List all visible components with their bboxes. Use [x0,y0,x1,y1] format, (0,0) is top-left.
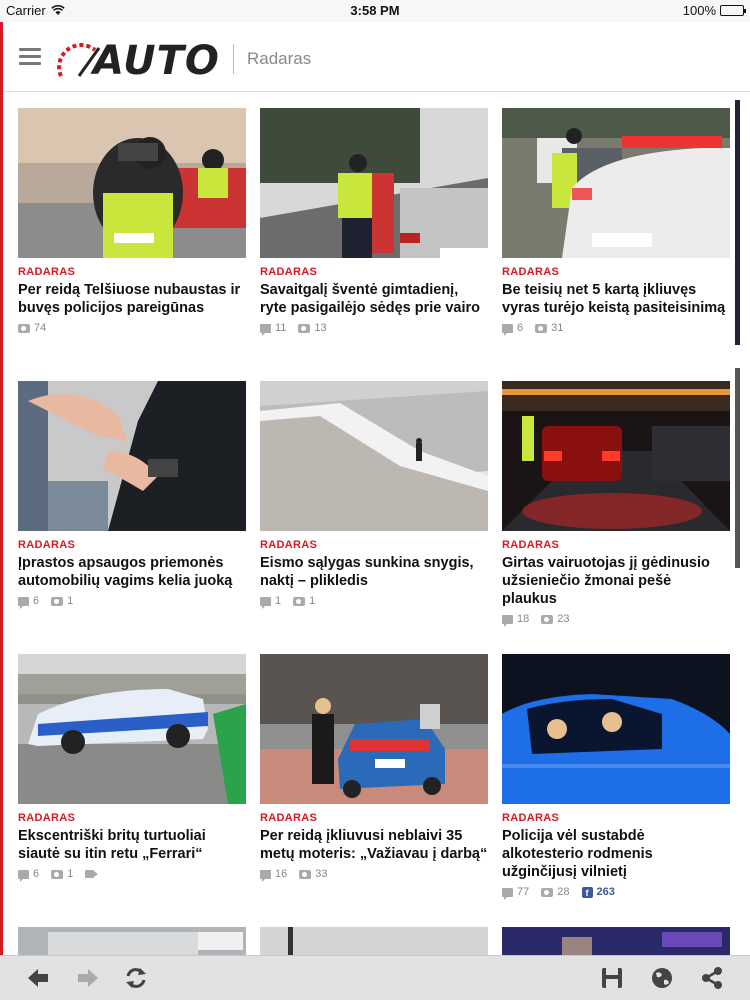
article-meta [260,322,488,334]
camera-icon [18,324,30,333]
photo-count: 31 [551,322,564,334]
comment-count: 16 [275,868,288,880]
article-title[interactable]: Įprastos apsaugos priemonės automobilių vagims kelia juoką [18,555,233,589]
comment-count: 77 [517,886,530,898]
photo-count: 1 [67,595,74,607]
menu-icon[interactable] [19,48,41,64]
comment-icon [502,888,513,897]
comment-icon [260,597,271,606]
comment-icon [260,870,271,879]
category-label: RADARAS [260,539,318,551]
article-thumbnail[interactable] [18,927,246,955]
article-thumbnail[interactable] [260,108,488,258]
category-label: RADARAS [502,539,560,551]
article-meta [18,595,246,607]
article-card[interactable] [502,927,730,955]
share-icon[interactable] [698,964,726,992]
comment-count: 6 [33,595,40,607]
back-arrow-icon[interactable] [24,964,52,992]
article-thumbnail[interactable] [502,927,730,955]
comment-count: 1 [275,595,282,607]
category-label: RADARAS [18,539,76,551]
article-card[interactable] [502,381,730,625]
comment-icon [502,324,513,333]
camera-icon [51,870,63,879]
article-card[interactable] [260,927,488,955]
camera-icon [298,324,310,333]
site-logo[interactable] [55,36,220,84]
article-thumbnail[interactable] [260,654,488,804]
article-meta [260,595,488,607]
article-title[interactable]: Per reidą Telšiuose nubaustas ir buvęs policijos pareigūnas [18,282,241,316]
save-icon[interactable] [598,964,626,992]
bottom-toolbar [0,955,750,1000]
section-title: Radaras [247,49,312,68]
comment-icon [502,615,513,624]
article-card[interactable] [18,108,246,334]
camera-icon [541,615,553,624]
category-label: RADARAS [260,812,318,824]
photo-count: 28 [557,886,570,898]
battery-label: 100% [682,3,716,18]
forward-arrow-icon[interactable] [74,964,102,992]
camera-icon [293,597,305,606]
article-card[interactable] [260,108,488,334]
photo-count: 1 [67,868,74,880]
article-title[interactable]: Per reidą įkliuvusi neblaivi 35 metų moteris: „Važiavau į darbą“ [260,828,488,862]
scroll-indicator [735,100,740,345]
comment-icon [18,597,29,606]
side-ad-strip [735,368,740,568]
photo-count: 1 [309,595,316,607]
comment-count: 18 [517,613,530,625]
camera-icon [51,597,63,606]
article-title[interactable]: Ekscentriški britų turtuoliai siautė su itin retu „Ferrari“ [18,828,206,862]
article-thumbnail[interactable] [18,654,246,804]
article-card[interactable] [260,381,488,607]
article-title[interactable]: Be teisių net 5 kartą įkliuvęs vyras turėjo keistą pasiteisinimą [502,282,726,316]
comment-count: 6 [33,868,40,880]
article-card[interactable] [502,654,730,898]
category-label: RADARAS [18,812,76,824]
carrier-label: Carrier [6,3,46,18]
comment-count: 6 [517,322,524,334]
comment-icon [260,324,271,333]
category-label: RADARAS [260,266,318,278]
photo-count: 13 [314,322,327,334]
app-header [3,22,750,92]
camera-icon [535,324,547,333]
article-meta [260,868,488,880]
video-icon [85,870,94,878]
status-right [683,3,744,18]
article-card[interactable] [18,654,246,880]
article-grid [3,93,750,955]
article-meta [18,868,246,880]
status-bar [0,0,750,22]
article-card[interactable] [18,927,246,955]
article-thumbnail[interactable] [18,108,246,258]
article-card[interactable] [502,108,730,334]
category-label: RADARAS [502,812,560,824]
category-label: RADARAS [18,266,76,278]
globe-icon[interactable] [648,964,676,992]
article-thumbnail[interactable] [502,108,730,258]
article-thumbnail[interactable] [18,381,246,531]
article-meta [502,886,730,898]
article-thumbnail[interactable] [260,381,488,531]
article-meta [502,322,730,334]
photo-count: 74 [34,322,47,334]
battery-icon [720,5,744,16]
article-card[interactable] [18,381,246,607]
article-thumbnail[interactable] [260,927,488,955]
category-label: RADARAS [502,266,560,278]
logo-text: AUTO [93,38,220,84]
facebook-icon: f [582,887,593,898]
article-meta [18,322,246,334]
article-meta [502,613,730,625]
photo-count: 23 [557,613,570,625]
camera-icon [541,888,553,897]
article-title[interactable]: Policija vėl sustabdė alkotesterio rodmenis užginčijusį vilnietį [502,828,653,880]
refresh-icon[interactable] [122,964,150,992]
article-thumbnail[interactable] [502,654,730,804]
header-divider [233,44,234,74]
camera-icon [299,870,311,879]
comment-count: 11 [275,322,287,334]
comment-icon [18,870,29,879]
article-title[interactable]: Girtas vairuotojas jį gėdinusio užsieniečio žmonai pešė plaukus [502,555,710,607]
photo-count: 33 [315,868,328,880]
clock: 3:58 PM [350,3,400,18]
facebook-count: 263 [596,886,615,898]
article-title[interactable]: Savaitgalį šventė gimtadienį, ryte pasigailėjo sėdęs prie vairo [260,282,481,316]
article-title[interactable]: Eismo sąlygas sunkina snygis, naktį – plikledis [260,555,474,589]
article-thumbnail[interactable] [502,381,730,531]
article-card[interactable] [260,654,488,880]
